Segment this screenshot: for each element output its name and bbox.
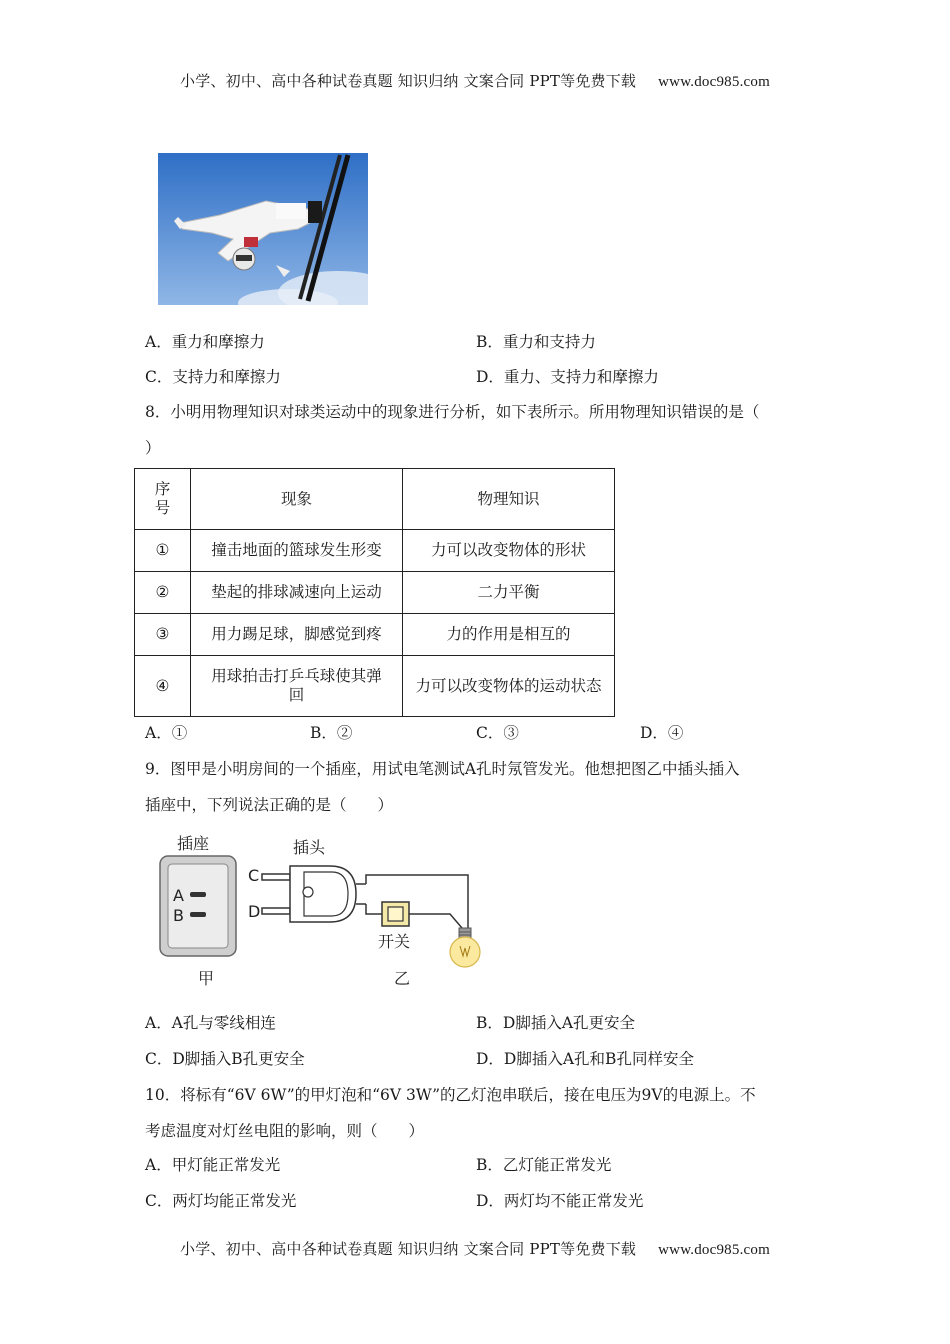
- cell-text: 用球拍击打乒乓球使其弹回: [211, 667, 382, 704]
- q9-option-d[interactable]: D．D脚插入A孔和B孔同样安全: [476, 1050, 694, 1068]
- header-site-link[interactable]: www.doc985.com: [658, 74, 770, 90]
- pin-c: [262, 874, 290, 880]
- q8-stem-line2: ）: [145, 439, 161, 457]
- table-cell: ②: [135, 572, 191, 614]
- q8-stem-line1: 8．小明用物理知识对球类运动中的现象进行分析，如下表所示。所用物理知识错误的是（: [145, 403, 760, 421]
- table-cell: [191, 656, 403, 717]
- header-seq: 序号: [154, 480, 171, 517]
- q8-table: [134, 468, 615, 717]
- q10-stem-line2: 考虑温度对灯丝电阻的影响，则（ ）: [145, 1122, 425, 1140]
- q10-stem-line1: 10．将标有“6V 6W”的甲灯泡和“6V 3W”的乙灯泡串联后，接在电压为9V的电源上。不: [145, 1086, 756, 1104]
- table-cell: ①: [135, 530, 191, 572]
- hole-b-label: B: [173, 906, 184, 925]
- table-header-cell: 物理知识: [403, 469, 615, 530]
- socket-title: 插座: [177, 834, 210, 853]
- table-row: [135, 656, 615, 717]
- table-row: [135, 614, 615, 656]
- pin-d: [262, 908, 290, 914]
- table-header-row: [135, 469, 615, 530]
- q8-option-b[interactable]: B．②: [310, 724, 353, 742]
- q7-option-a[interactable]: A．重力和摩擦力: [145, 333, 265, 351]
- q9-stem-line1: 9．图甲是小明房间的一个插座，用试电笔测试A孔时氖管发光。他想把图乙中插头插入: [145, 760, 740, 778]
- q9-option-c[interactable]: C．D脚插入B孔更安全: [145, 1050, 305, 1068]
- socket-plug-diagram: [150, 828, 490, 993]
- table-cell: [403, 656, 615, 717]
- hole-a-label: A: [173, 886, 184, 905]
- table-cell: 垫起的排球减速向上运动: [191, 572, 403, 614]
- q9-option-a[interactable]: A．A孔与零线相连: [145, 1014, 276, 1032]
- q8-option-c[interactable]: C．③: [476, 724, 519, 742]
- q7-option-b[interactable]: B．重力和支持力: [476, 333, 596, 351]
- caption-right: 乙: [394, 969, 411, 988]
- caption-left: 甲: [198, 969, 215, 988]
- table-row: [135, 530, 615, 572]
- switch-label: 开关: [378, 932, 411, 951]
- footer-text: 小学、初中、高中各种试卷真题 知识归纳 文案合同 PPT等免费下载: [180, 1240, 637, 1258]
- page-header: [0, 70, 950, 91]
- footer-site-link[interactable]: www.doc985.com: [658, 1242, 770, 1258]
- table-cell: 用力踢足球，脚感觉到疼: [191, 614, 403, 656]
- light-bulb-icon: [450, 928, 480, 967]
- q8-option-a[interactable]: A．①: [145, 724, 188, 742]
- table-cell: 力的作用是相互的: [403, 614, 615, 656]
- table-cell: ④: [135, 656, 191, 717]
- table-cell: 力可以改变物体的形状: [403, 530, 615, 572]
- q10-option-c[interactable]: C．两灯均能正常发光: [145, 1192, 297, 1210]
- skier-aerial-photo: [158, 153, 368, 305]
- pin-c-label: C: [248, 866, 260, 885]
- q8-option-d[interactable]: D．④: [640, 724, 684, 742]
- table-cell: 撞击地面的篮球发生形变: [191, 530, 403, 572]
- page-footer: [0, 1238, 950, 1259]
- cell-text: 力可以改变物体的运动状态: [415, 676, 602, 695]
- table-cell: 二力平衡: [403, 572, 615, 614]
- q7-option-c[interactable]: C．支持力和摩擦力: [145, 368, 281, 386]
- plug-body: [290, 866, 356, 922]
- q10-option-a[interactable]: A．甲灯能正常发光: [145, 1156, 281, 1174]
- plug-title: 插头: [293, 838, 326, 857]
- table-row: [135, 572, 615, 614]
- pin-d-label: D: [248, 902, 261, 921]
- table-header-cell: [135, 469, 191, 530]
- hole-b: [190, 912, 206, 917]
- hole-a: [190, 892, 206, 897]
- q9-stem-line2: 插座中，下列说法正确的是（ ）: [145, 796, 394, 814]
- q10-option-b[interactable]: B．乙灯能正常发光: [476, 1156, 612, 1174]
- q10-option-d[interactable]: D．两灯均不能正常发光: [476, 1192, 644, 1210]
- q9-option-b[interactable]: B．D脚插入A孔更安全: [476, 1014, 636, 1032]
- table-cell: ③: [135, 614, 191, 656]
- table-header-cell: 现象: [191, 469, 403, 530]
- q7-option-d[interactable]: D．重力、支持力和摩擦力: [476, 368, 659, 386]
- header-text: 小学、初中、高中各种试卷真题 知识归纳 文案合同 PPT等免费下载: [180, 72, 637, 90]
